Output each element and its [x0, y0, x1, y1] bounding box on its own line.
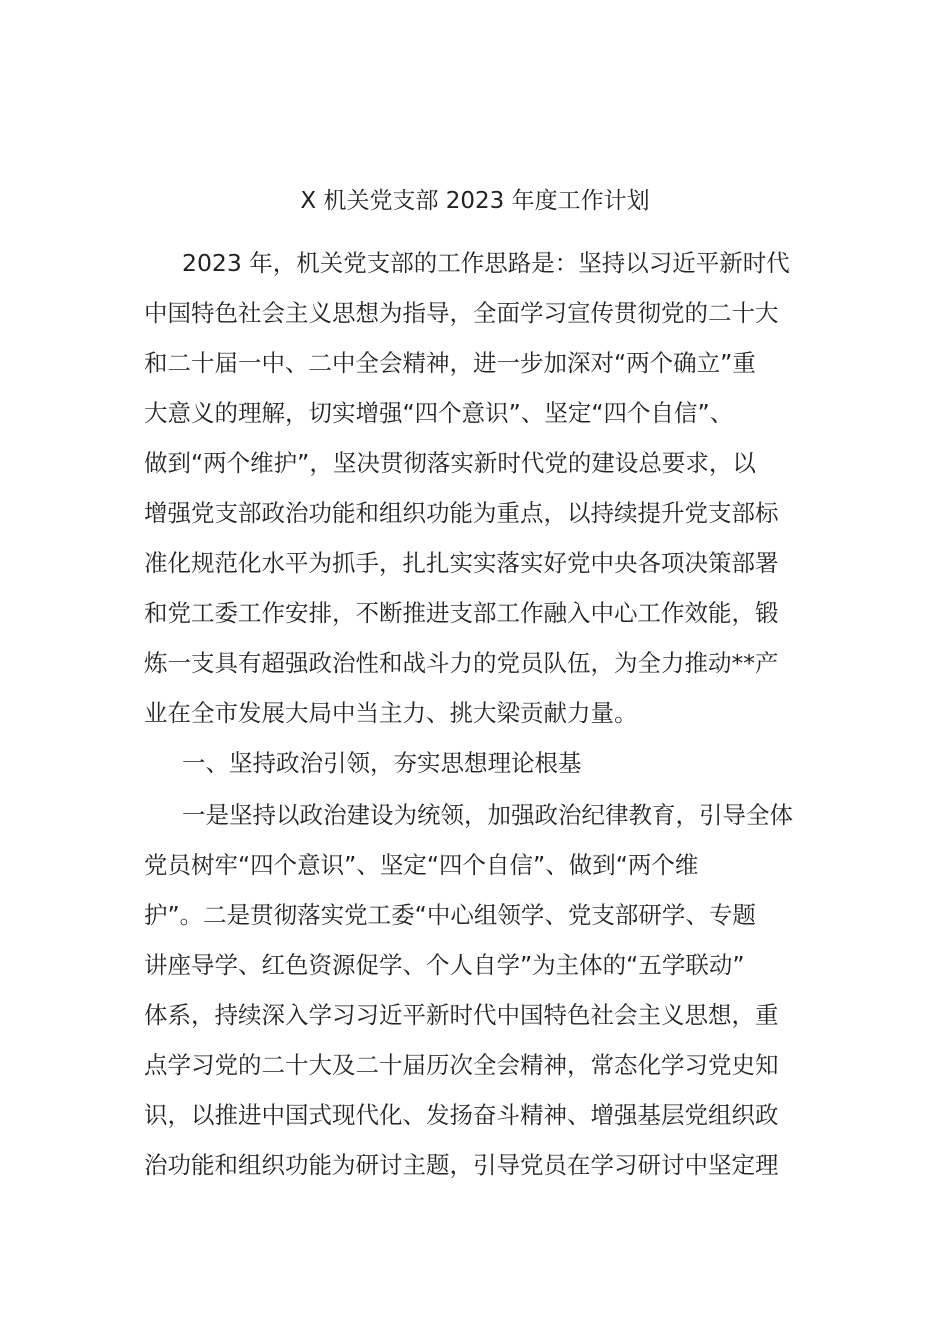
- paragraph-line: 党员树牢“四个意识”、坚定“四个自信”、做到“两个维: [144, 851, 699, 879]
- paragraph-line: 炼一支具有超强政治性和战斗力的党员队伍，为全力推动**产: [144, 649, 779, 677]
- paragraph-line: 大意义的理解，切实增强“四个意识”、坚定“四个自信”、: [144, 399, 734, 427]
- paragraph-line: 识，以推进中国式现代化、发扬奋斗精神、增强基层党组织政: [144, 1101, 779, 1129]
- paragraph-line: 治功能和组织功能为研讨主题，引导党员在学习研讨中坚定理: [144, 1151, 779, 1179]
- paragraph-line: 增强党支部政治功能和组织功能为重点，以持续提升党支部标: [144, 499, 779, 527]
- paragraph-line: 和党工委工作安排，不断推进支部工作融入中心工作效能，锻: [144, 599, 779, 627]
- paragraph-line: 护”。二是贯彻落实党工委“中心组领学、党支部研学、专题: [144, 901, 756, 929]
- paragraph-line: 点学习党的二十大及二十届历次全会精神，常态化学习党史知: [144, 1051, 779, 1079]
- document-title: X 机关党支部 2023 年度工作计划: [300, 188, 650, 214]
- paragraph-line: 体系，持续深入学习习近平新时代中国特色社会主义思想，重: [144, 1001, 779, 1029]
- paragraph-line: 做到“两个维护”，坚决贯彻落实新时代党的建设总要求，以: [144, 449, 756, 477]
- paragraph-line: 中国特色社会主义思想为指导，全面学习宣传贯彻党的二十大: [144, 299, 779, 327]
- paragraph-line: 业在全市发展大局中当主力、挑大梁贡献力量。: [144, 699, 638, 727]
- paragraph-line: 准化规范化水平为抓手，扎扎实实落实好党中央各项决策部署: [144, 549, 779, 577]
- paragraph-line: 和二十届一中、二中全会精神，进一步加深对“两个确立”重: [144, 349, 756, 377]
- paragraph-line: 讲座导学、红色资源促学、个人自学”为主体的“五学联动”: [144, 951, 745, 979]
- section-heading: 一、坚持政治引领，夯实思想理论根基: [182, 749, 582, 777]
- paragraph-line: 一是坚持以政治建设为统领，加强政治纪律教育，引导全体: [182, 801, 793, 829]
- paragraph-line: 2023 年，机关党支部的工作思路是：坚持以习近平新时代: [182, 249, 790, 277]
